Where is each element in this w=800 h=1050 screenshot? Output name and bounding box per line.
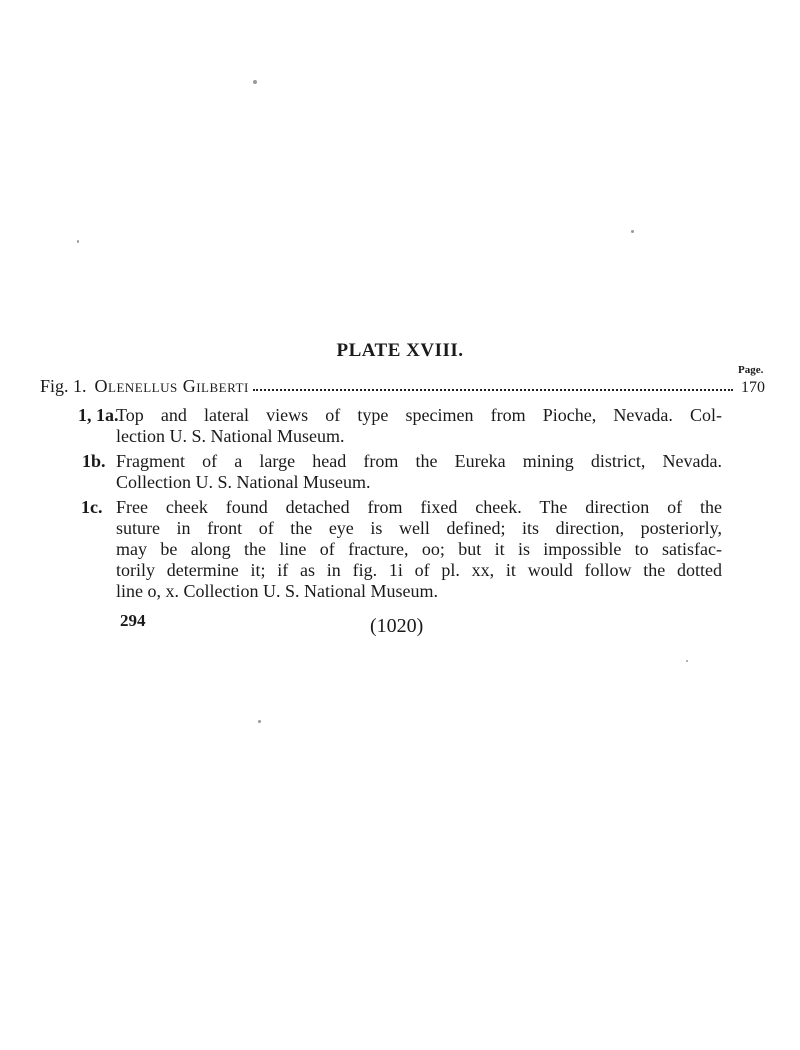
entry-label: 1b. <box>82 451 106 471</box>
entry-1b <box>82 451 722 493</box>
figure-number: Fig. 1. <box>40 376 87 396</box>
entry-label: 1, 1a. <box>78 405 119 425</box>
entry-line: torily determine it; if as in fig. 1i of pl. xx, it would follow the dotted <box>116 560 722 580</box>
page-number-center: (1020) <box>370 615 424 637</box>
paper-speck <box>77 240 79 243</box>
paper-speck <box>258 720 261 723</box>
entry-line: suture in front of the eye is well defined; its direction, posteriorly, <box>116 518 722 538</box>
plate-title: PLATE XVIII. <box>336 340 464 361</box>
entry-line: line o, x. Collection U. S. National Museum. <box>116 581 438 601</box>
entry-line: Free cheek found detached from fixed cheek. The direction of the <box>116 497 722 517</box>
entry-label: 1c. <box>81 497 103 517</box>
page-number-left: 294 <box>120 611 146 630</box>
figure-page-number: 170 <box>741 379 765 396</box>
entry-line: Fragment of a large head from the Eureka mining district, Nevada. <box>116 451 722 471</box>
entry-line: Top and lateral views of type specimen from Pioche, Nevada. Col- <box>116 405 722 425</box>
paper-speck <box>253 80 257 84</box>
species-name: Olenellus Gilberti <box>94 376 249 396</box>
entry-1-1a <box>78 405 722 447</box>
paper-speck <box>631 230 634 233</box>
entry-1c <box>81 497 722 602</box>
paper-speck <box>686 660 688 662</box>
dot-leader <box>253 389 733 391</box>
figure-heading <box>40 376 765 397</box>
page-column-label: Page. <box>738 364 764 376</box>
entry-line: may be along the line of fracture, oo; but it is impossible to satisfac- <box>116 539 722 559</box>
entry-line: Collection U. S. National Museum. <box>116 472 371 492</box>
entry-line: lection U. S. National Museum. <box>116 426 345 446</box>
